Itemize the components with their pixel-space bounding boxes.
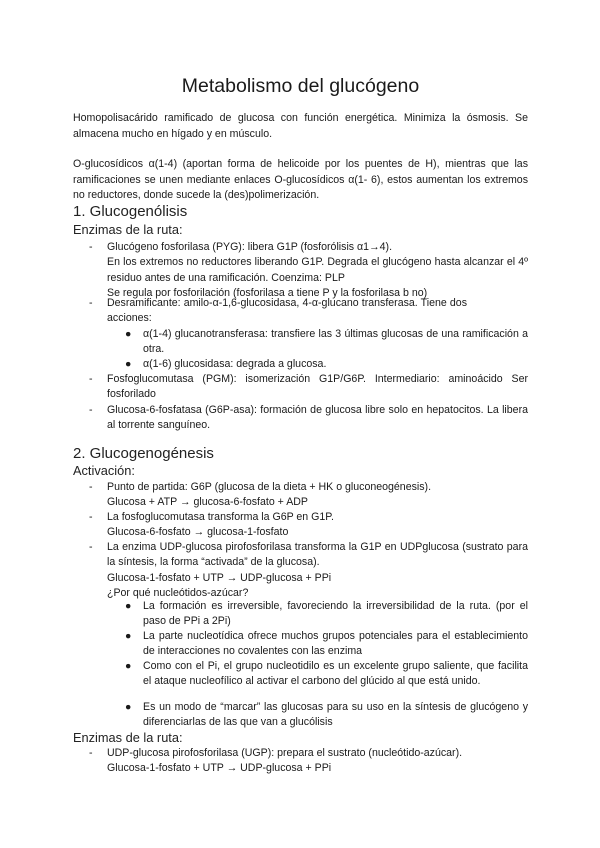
reason-text: Es un modo de “marcar” las glucosas para su uso en la síntesis de glucógeno y diferenciarlas de las que van a glucólisis	[143, 701, 528, 729]
reason-text: La formación es irreversible, favoreciendo la irreversibilidad de la ruta. (por el paso de PPi a 2Pi)	[143, 600, 528, 628]
list-item-fosfoglucomutasa	[73, 510, 528, 542]
section-heading-glucogenolisis: 1. Glucogenólisis	[73, 203, 188, 220]
bullet-marker: ●	[125, 600, 132, 612]
page-title: Metabolismo del glucógeno	[181, 75, 420, 97]
subheading-enzimas: Enzimas de la ruta:	[73, 222, 183, 237]
list-item-pyg	[73, 240, 528, 300]
bullet-marker: ●	[125, 328, 132, 340]
list-item-ugp	[73, 746, 528, 778]
intro-paragraph-1: Homopolisacárido ramificado de glucosa con función energética. Minimiza la ósmosis. Se almacena mucho en hígado y en músculo.	[73, 112, 528, 140]
reason-item	[73, 700, 528, 732]
reason-item	[73, 599, 528, 631]
equation: Glucosa-1-fosfato + UTP → UDP-glucosa + PPi	[107, 571, 332, 584]
sub-item-text: α(1-6) glucosidasa: degrada a glucosa.	[143, 358, 327, 370]
question: ¿Por qué nucleótidos-azúcar?	[107, 586, 249, 599]
dash-marker: -	[89, 297, 93, 309]
bullet-marker: ●	[125, 630, 132, 642]
equation: Glucosa + ATP → glucosa-6-fosfato + ADP	[107, 496, 308, 509]
dash-marker: -	[89, 404, 93, 416]
reason-text: La parte nucleotídica ofrece muchos grupos potenciales para el establecimiento de interacciones no covalentes con las enzima	[143, 630, 528, 658]
list-item-udp-glucosa	[73, 540, 528, 602]
item-detail: En los extremos no reductores liberando G1P. Degrada el glucógeno hasta alcanzar el 4º residuo antes de una ramificación. Coenzima: PLP	[107, 256, 528, 284]
item-text: Punto de partida: G6P (glucosa de la dieta + HK o gluconeogénesis).	[107, 481, 432, 493]
item-text: UDP-glucosa pirofosforilasa (UGP): prepara el sustrato (nucleótido-azúcar).	[107, 747, 463, 759]
dash-marker: -	[89, 373, 93, 385]
list-item-punto-partida	[73, 480, 528, 512]
reason-item	[73, 659, 528, 706]
dash-marker: -	[89, 481, 93, 493]
item-detail: Se regula por fosforilación (fosforilasa a tiene P y la fosforilasa b no)	[107, 286, 428, 299]
reason-item	[73, 629, 528, 661]
bullet-marker: ●	[125, 358, 132, 370]
subheading-enzimas-2: Enzimas de la ruta:	[73, 730, 183, 745]
list-item-desramificante	[73, 296, 528, 368]
dash-marker: -	[89, 511, 93, 523]
bullet-marker: ●	[125, 660, 132, 672]
equation: Glucosa-1-fosfato + UTP → UDP-glucosa + PPi	[107, 762, 332, 775]
section-heading-glucogenogenesis: 2. Glucogenogénesis	[73, 445, 214, 462]
item-text: Glucosa-6-fosfatasa (G6P-asa): formación de glucosa libre solo en hepatocitos. La libera al torrente sanguíneo.	[107, 404, 528, 432]
dash-marker: -	[89, 541, 93, 553]
list-item-pgm	[73, 372, 528, 404]
item-text: Desramificante: amilo-α-1,6-glucosidasa, 4-α-glucano transferasa. Tiene dos acciones:	[107, 297, 467, 325]
list-item-g6pasa	[73, 403, 528, 435]
dash-marker: -	[89, 241, 93, 253]
bullet-marker: ●	[125, 701, 132, 713]
item-text: Glucógeno fosforilasa (PYG): libera G1P (fosforólisis α1→4).	[107, 241, 393, 253]
item-text: Fosfoglucomutasa (PGM): isomerización G1P/G6P. Intermediario: aminoácido Ser fosforilado	[107, 373, 528, 401]
item-text: La fosfoglucomutasa transforma la G6P en G1P.	[107, 511, 334, 523]
reason-text: Como con el Pi, el grupo nucleotidilo es un excelente grupo saliente, que facilita el ataque nucleofílico al activar el carbono del glúcido al que está unido.	[143, 660, 528, 688]
item-text: La enzima UDP-glucosa pirofosforilasa transforma la G1P en UDPglucosa (sustrato para la síntesis, la forma “activada” de la glucosa).	[107, 541, 528, 569]
subheading-activacion: Activación:	[73, 463, 135, 478]
sub-item-text: α(1-4) glucanotransferasa: transfiere las 3 últimas glucosas de una ramificación a otra.	[143, 328, 528, 356]
dash-marker: -	[89, 747, 93, 759]
intro-paragraph-2: O-glucosídicos α(1-4) (aportan forma de helicoide por los puentes de H), mientras que las ramificaciones se unen mediante enlaces O-glucosídicos α(1- 6), estos aumentan los extremos no reductores, donde sucede la (des)polimerización.	[73, 158, 528, 201]
equation: Glucosa-6-fosfato → glucosa-1-fosfato	[107, 526, 289, 539]
